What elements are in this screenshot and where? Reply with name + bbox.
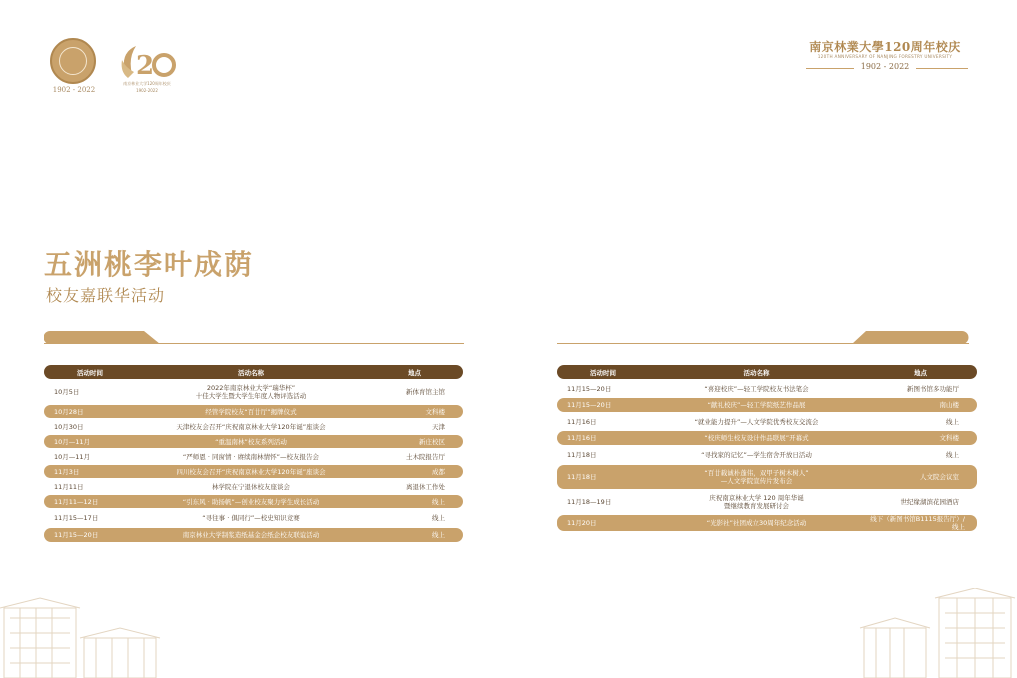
cell-time: 11月18—19日 xyxy=(567,498,612,506)
cell-name: 南京林业大学制浆造纸基金会纸企校友联谊活动 xyxy=(136,528,366,542)
university-seal-logo xyxy=(50,38,96,84)
cell-name: “喜迎校庆”—轻工学院校友书法笔会 xyxy=(704,384,809,393)
table-row xyxy=(557,398,977,412)
cell-place: 线上 xyxy=(946,417,959,426)
cell-name: “光影社”社团成立30周年纪念活动 xyxy=(649,515,864,531)
cell-place: 新体育馆主馆 xyxy=(406,388,445,396)
page-title: 五洲桃李叶成荫 xyxy=(44,248,255,281)
cell-place: 线下（新图书馆B1115报告厅）/线上 xyxy=(864,515,977,531)
cell-time: 10月—11月 xyxy=(44,435,136,448)
anniversary-year: 1902-2022 xyxy=(136,88,158,93)
table-row xyxy=(44,405,463,418)
right-deco-line xyxy=(557,343,969,344)
cell-time: 10月30日 xyxy=(54,422,84,431)
cell-time: 11月11—12日 xyxy=(44,495,136,508)
cell-time: 11月18日 xyxy=(557,465,649,489)
cell-name-line2: 十佳大学生暨大学生年度人物评选活动 xyxy=(195,392,307,400)
table-row xyxy=(44,528,463,542)
cell-time: 11月15—20日 xyxy=(44,528,136,542)
right-activity-table xyxy=(557,363,977,533)
cell-place: 人文院会议室 xyxy=(864,465,977,489)
cell-place: 线上 xyxy=(946,451,959,459)
cell-place: 离退休工作处 xyxy=(406,482,445,491)
header-name: 活动名称 xyxy=(649,365,864,379)
cell-time: 11月11日 xyxy=(54,482,84,491)
cell-name-line1: 2022年南京林业大学“瑞华杯” xyxy=(206,384,296,392)
header-time: 活动时间 xyxy=(44,365,136,379)
cell-time: 11月15—20日 xyxy=(557,398,649,412)
left-deco-line xyxy=(44,343,464,344)
cell-name: “引东风 · 助扬帆”—创业校友聚力学生成长活动 xyxy=(136,495,366,508)
cell-place: 天津 xyxy=(432,422,445,431)
table-row xyxy=(557,447,977,463)
cell-place: 线上 xyxy=(366,495,463,508)
table-header-row xyxy=(44,365,463,379)
cell-name-line2: —人文学院宣传片发布会 xyxy=(720,477,793,485)
cell-place: 土木院报告厅 xyxy=(406,452,445,461)
table-row xyxy=(44,450,463,463)
cell-time: 11月16日 xyxy=(567,417,597,426)
table-row xyxy=(557,431,977,445)
table-row xyxy=(44,510,463,526)
cell-time: 11月15—20日 xyxy=(567,384,612,393)
building-illustration-left xyxy=(0,588,180,678)
cell-time: 10月28日 xyxy=(44,405,136,418)
cell-name: “寻找家的记忆”—学生宿舍开放日活动 xyxy=(701,451,812,459)
cell-time: 11月15—17日 xyxy=(54,514,99,522)
table-row xyxy=(557,491,977,513)
table-row xyxy=(557,515,977,531)
cell-time: 10月—11月 xyxy=(54,452,91,461)
table-row xyxy=(44,381,463,403)
cell-place: 文科楼 xyxy=(864,431,977,445)
cell-place: 南山楼 xyxy=(864,398,977,412)
header-title: 南京林業大學120周年校庆 xyxy=(809,40,961,54)
cell-time: 11月16日 xyxy=(557,431,649,445)
cell-name: 林学院在宁退休校友座谈会 xyxy=(212,482,290,491)
table-header-row xyxy=(557,365,977,379)
cell-name: “校庆师生校友设计作品联展”开幕式 xyxy=(649,431,864,445)
cell-time: 10月5日 xyxy=(54,388,80,396)
cell-name xyxy=(649,465,864,489)
cell-name xyxy=(649,491,864,513)
cell-place: 新图书馆多功能厅 xyxy=(907,384,959,393)
header-place: 地点 xyxy=(366,365,463,379)
left-activity-table xyxy=(44,363,463,544)
cell-name-line2: 暨继续教育发展研讨会 xyxy=(724,502,789,510)
cell-name: “重温南林”校友系列活动 xyxy=(136,435,366,448)
header-subtitle: 120TH ANNIVERSARY OF NANJING FORESTRY UNIVERSITY xyxy=(817,54,953,59)
cell-name: 经管学院校友“百廿厅”揭牌仪式 xyxy=(136,405,366,418)
table-row xyxy=(44,465,463,478)
header-line-right xyxy=(916,68,968,69)
table-row xyxy=(557,465,977,489)
cell-name xyxy=(136,381,366,403)
anniversary-text: 南京林业大学120周年校庆 xyxy=(123,81,171,86)
cell-name: “严师恩 · 同窗情 · 赓续南林情怀”—校友报告会 xyxy=(182,452,320,461)
page-subtitle: 校友嘉联华活动 xyxy=(46,286,166,305)
cell-name: 四川校友会召开“庆祝南京林业大学120年诞”座谈会 xyxy=(136,465,366,478)
header-place: 地点 xyxy=(864,365,977,379)
cell-place: 文科楼 xyxy=(366,405,463,418)
cell-place: 线上 xyxy=(366,528,463,542)
table-row xyxy=(44,435,463,448)
cell-name: “就业能力提升”—人文学院优秀校友交流会 xyxy=(694,417,819,426)
cell-place: 世纪缘湖滨花园酒店 xyxy=(900,498,959,506)
table-row xyxy=(44,420,463,433)
cell-name-line1: “百廿载诚朴蓬伟，双甲子树木树人” xyxy=(704,469,809,477)
cell-time: 11月18日 xyxy=(567,451,597,459)
cell-name-line1: 庆祝南京林业大学 120 周年华诞 xyxy=(709,494,804,502)
svg-text:2: 2 xyxy=(136,51,155,81)
cell-name: “寻往事 · 俱同行”—校史知识竞赛 xyxy=(202,514,300,522)
cell-place: 新庄校区 xyxy=(366,435,463,448)
header-time: 活动时间 xyxy=(557,365,649,379)
seal-year: 1902 - 2022 xyxy=(52,86,96,94)
cell-name: “献礼校庆”—轻工学院纸艺作品展 xyxy=(649,398,864,412)
building-illustration-right xyxy=(840,588,1017,678)
table-row xyxy=(44,480,463,493)
cell-name: 天津校友会召开“庆祝南京林业大学120年诞”座谈会 xyxy=(176,422,326,431)
cell-time: 11月3日 xyxy=(44,465,136,478)
header-name: 活动名称 xyxy=(136,365,366,379)
cell-place: 成都 xyxy=(366,465,463,478)
table-row xyxy=(557,381,977,396)
header-years: 1902 - 2022 xyxy=(860,62,910,71)
table-row xyxy=(44,495,463,508)
cell-time: 11月20日 xyxy=(557,515,649,531)
table-row xyxy=(557,414,977,429)
cell-place: 线上 xyxy=(432,514,445,522)
